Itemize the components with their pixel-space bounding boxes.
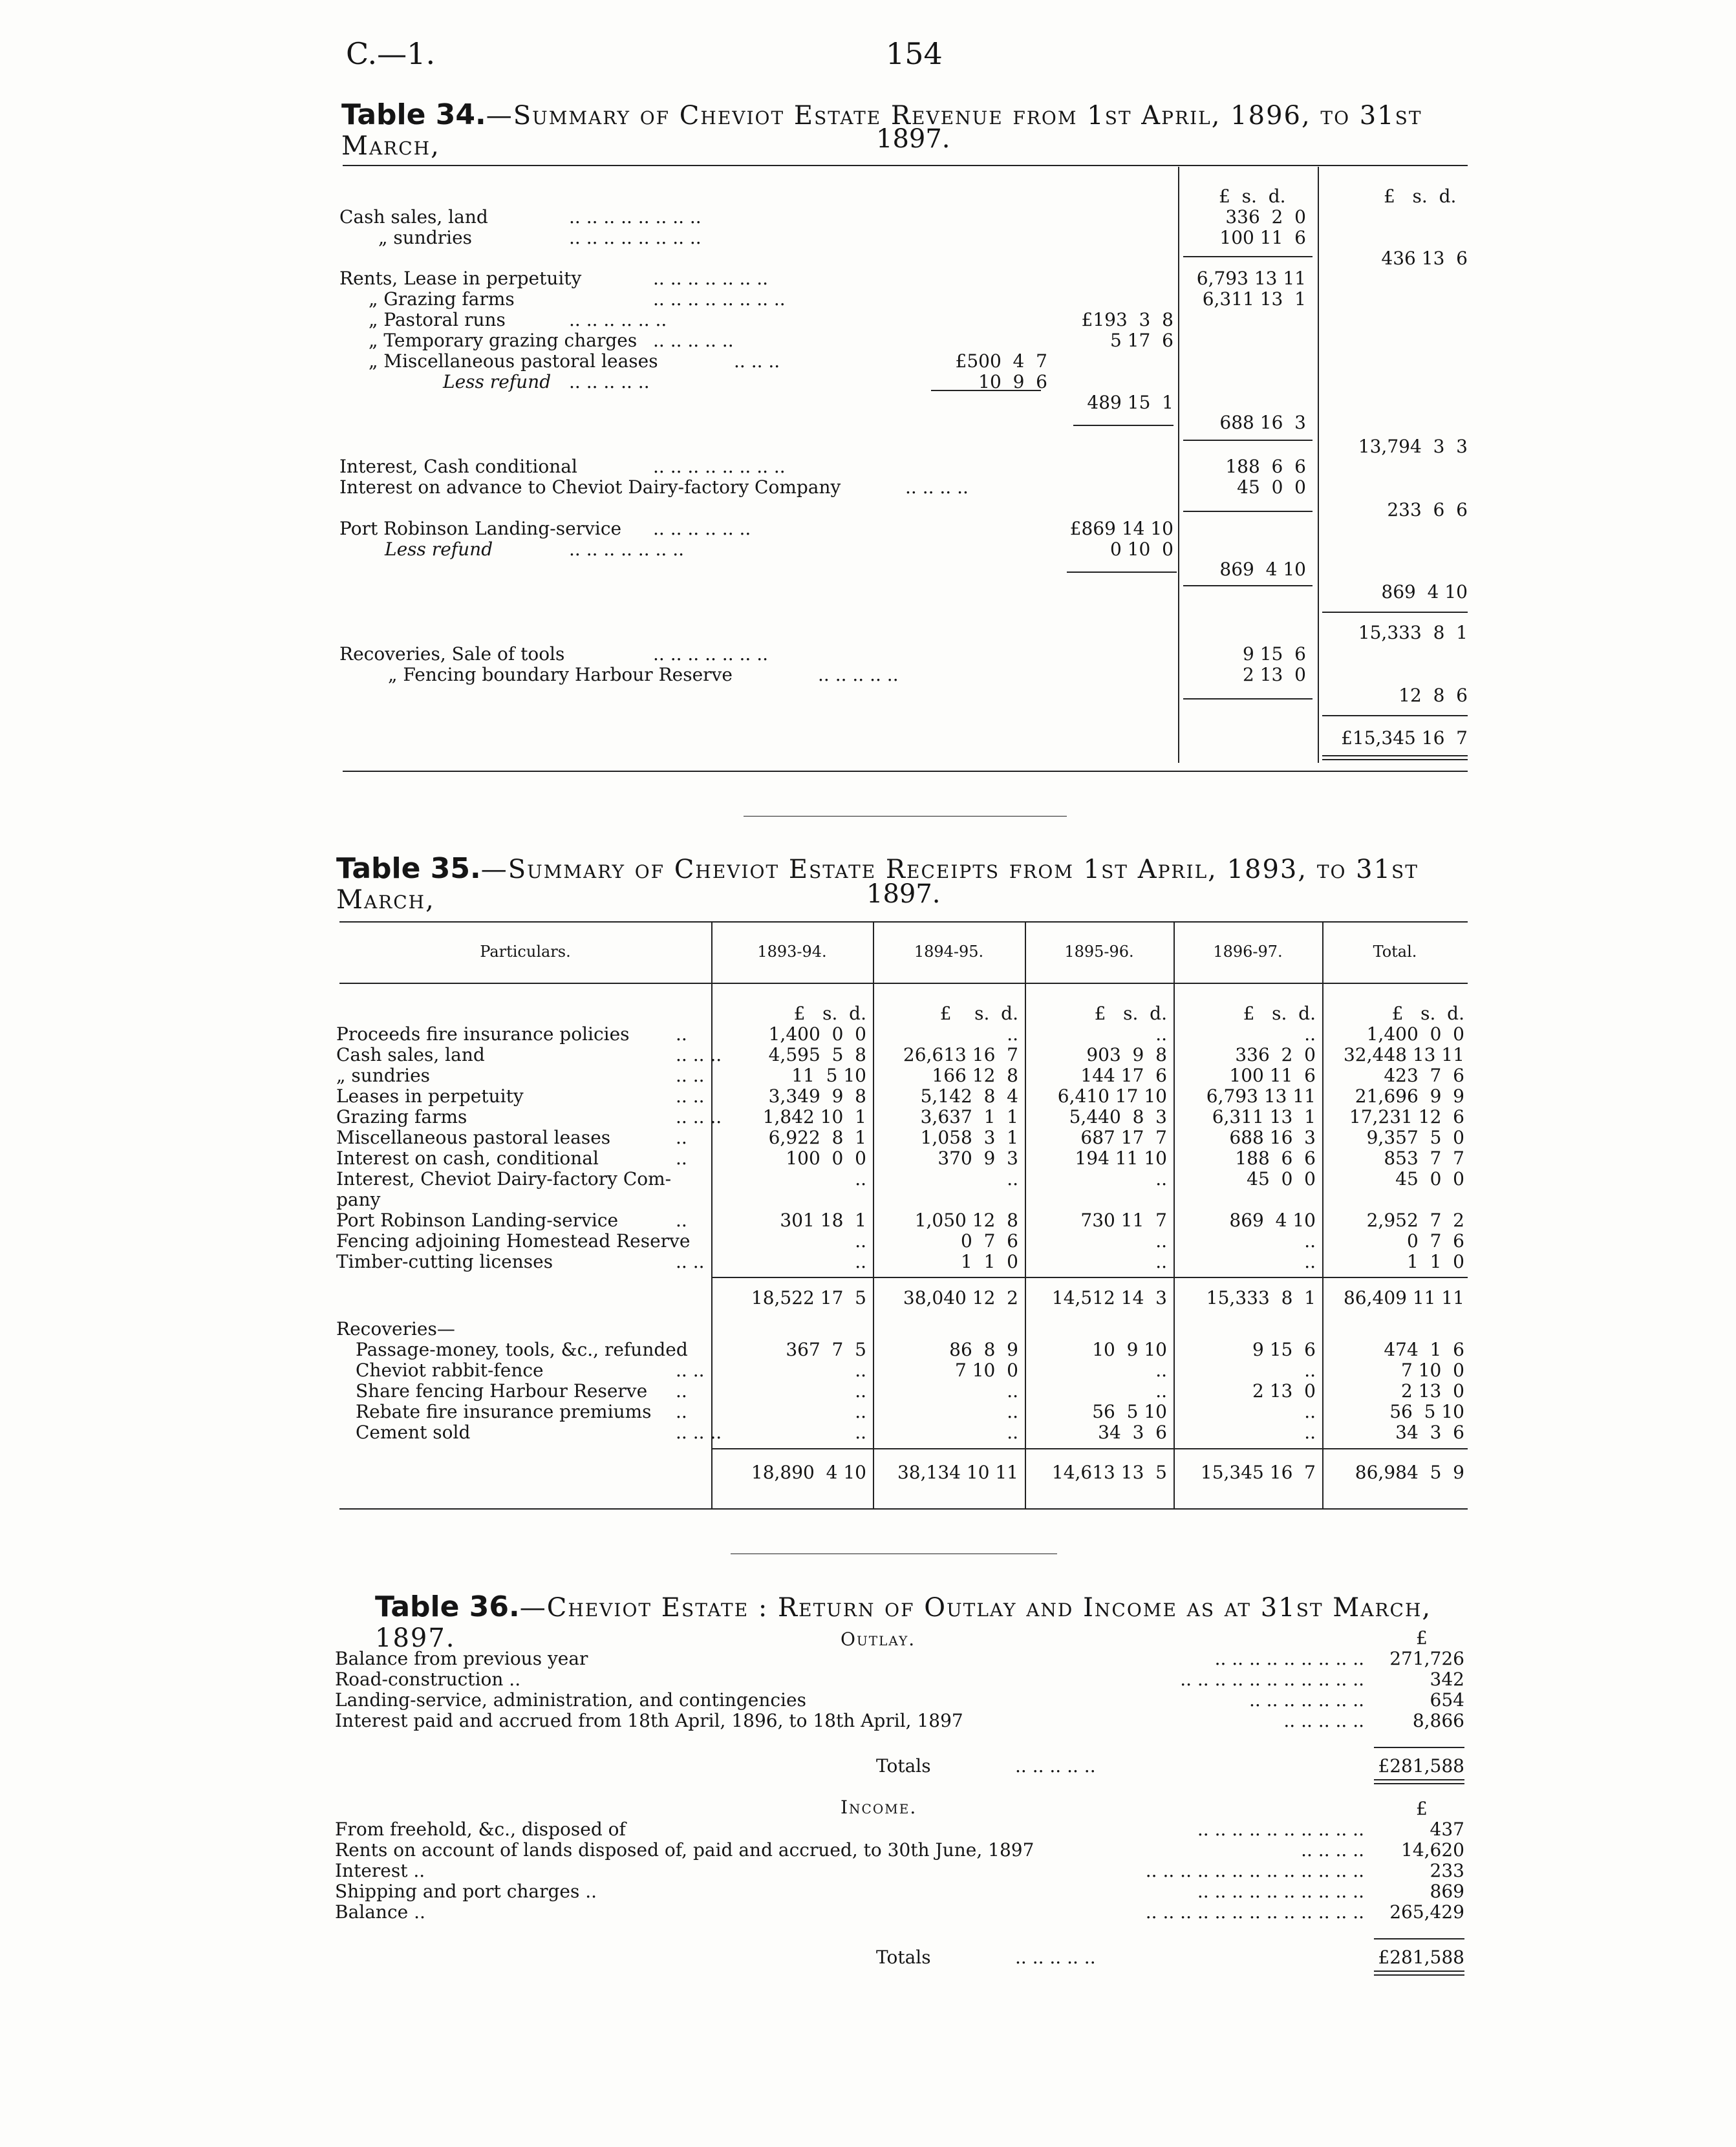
table-36-title [375,1590,1474,1653]
rule [1374,1779,1464,1780]
row-label: Cheviot rabbit-fence [356,1360,544,1381]
row-label: Balance .. [335,1901,425,1923]
leader-dots: .. .. .. .. .. .. .. .. [569,206,702,228]
cell-value: 6,793 13 11 [1206,1085,1316,1107]
table-35-title-year: 1897. [866,879,941,909]
amount: £869 14 10 [1069,518,1173,539]
port-net: 869 4 10 [1219,559,1306,580]
cell-value: 21,696 9 9 [1355,1085,1464,1107]
rule [1374,1971,1464,1972]
totals-label: Totals [876,1947,931,1968]
cell-value: 869 4 10 [1229,1210,1316,1231]
rule [1374,1747,1464,1748]
rule [339,983,1468,984]
row-label: Interest on cash, conditional [336,1148,599,1169]
row-label: Rents on account of lands disposed of, paid and accrued, to 30th June, 1897 [335,1839,1034,1861]
leader-dots: .. .. .. .. .. [818,664,899,685]
row-label: Proceeds fire insurance policies [336,1023,630,1045]
interest-total: 233 6 6 [1387,499,1468,520]
amount: £500 4 7 [955,350,1047,372]
pound-label: £ [1416,1627,1428,1649]
outlay-heading: Outlay. [841,1629,916,1650]
amount: £193 3 8 [1081,309,1173,330]
row-label: Interest .. [335,1860,425,1881]
cell-value: 188 6 6 [1235,1148,1316,1169]
col4-units [1384,186,1456,207]
table-36-number: Table 36. [375,1590,520,1623]
cell-value: 0 7 6 [960,1230,1018,1252]
cell-value: .. [855,1380,866,1402]
col3-units [1219,186,1286,207]
leader-dots: .. .. .. .. .. [1015,1947,1096,1968]
cell-value: .. [1304,1422,1316,1443]
amount: 0 10 0 [1110,539,1173,560]
cell-value: 3,637 1 1 [920,1106,1018,1127]
cell-value: 7 10 0 [955,1360,1018,1381]
amount: 233 [1430,1860,1464,1881]
cell-value: 4,595 5 8 [768,1044,866,1065]
leader-dots: .. .. [676,1085,705,1107]
cell-value: 2,952 7 2 [1366,1210,1464,1231]
leader-dots: .. .. .. .. .. .. [569,309,667,330]
row-label: Less refund [443,371,552,392]
cell-value: 3,349 9 8 [768,1085,866,1107]
rule [1374,1783,1464,1784]
subtotal-value: 86,409 11 11 [1343,1287,1464,1308]
shilling-label: s. [1241,186,1257,207]
cell-value: 34 3 6 [1098,1422,1167,1443]
cell-value: 0 7 6 [1406,1230,1464,1252]
cell-value: .. [1007,1168,1018,1190]
row-label: „ Temporary grazing charges [369,330,638,351]
amount: 100 11 6 [1219,227,1306,248]
cell-value: 2 13 0 [1252,1380,1316,1402]
cell-value: .. [855,1401,866,1422]
cell-value: 423 7 6 [1384,1065,1464,1086]
rule [931,390,1041,391]
cell-value: 5,142 8 4 [920,1085,1018,1107]
cell-value: .. [1155,1380,1167,1402]
units: £ s. d. [1243,1003,1316,1024]
outlay-total: £281,588 [1378,1755,1464,1777]
cell-value: .. [1304,1360,1316,1381]
table-35-title-text: —Summary of Cheviot Estate Receipts from 1st April, 1893, to 31st March, [336,855,1419,915]
cell-value: 474 1 6 [1384,1339,1464,1360]
amount: 188 6 6 [1225,456,1306,477]
cash-total: 436 13 6 [1381,248,1468,269]
leader-dots: .. [676,1127,687,1148]
cell-value: 11 5 10 [791,1065,866,1086]
amount: 45 0 0 [1237,476,1306,498]
subtotal: 15,333 8 1 [1358,622,1468,643]
cell-value: 1 1 0 [960,1251,1018,1272]
row-label: Interest, Cheviot Dairy-factory Com- [336,1168,672,1190]
cell-value: 45 0 0 [1247,1168,1316,1190]
leader-dots: .. .. .. .. .. .. .. .. .. .. .. .. .. [1145,1901,1364,1923]
cell-value: .. [1304,1023,1316,1045]
port-total: 869 4 10 [1381,581,1468,603]
misc-net: 489 15 1 [1087,392,1173,413]
row-label: Balance from previous year [335,1648,588,1669]
cell-value: 166 12 8 [932,1065,1018,1086]
pound-label: £ [1219,186,1230,207]
leader-dots: .. .. .. .. .. .. .. .. [653,456,786,477]
cell-value: .. [1155,1168,1167,1190]
row-label: pany [336,1189,381,1210]
header-total: Total. [1373,943,1417,961]
amount: 6,311 13 1 [1202,288,1306,310]
cell-value: .. [1007,1401,1018,1422]
amount: 5 17 6 [1110,330,1173,351]
row-label: Leases in perpetuity [336,1085,524,1107]
row-label: From freehold, &c., disposed of [335,1819,626,1840]
row-label: Recoveries, Sale of tools [339,643,565,665]
grand-total: £15,345 16 7 [1341,727,1468,749]
cell-value: 2 13 0 [1401,1380,1464,1402]
amount: 869 [1430,1881,1464,1902]
cell-value: 730 11 7 [1080,1210,1167,1231]
column-rule [711,921,713,1508]
column-rule [1322,921,1323,1508]
rule [1374,1938,1464,1939]
amount: 10 9 6 [978,371,1047,392]
leader-dots: .. .. .. .. .. .. .. .. [569,227,702,248]
leader-dots: .. .. .. .. .. .. .. [569,539,685,560]
row-label: Rents, Lease in perpetuity [339,268,582,289]
cell-value: .. [1304,1251,1316,1272]
cell-value: .. [855,1360,866,1381]
leader-dots: .. .. .. .. .. .. [653,518,751,539]
totals-label: Totals [876,1755,931,1777]
row-label: Port Robinson Landing-service [336,1210,619,1231]
income-heading: Income. [841,1797,917,1818]
leader-dots: .. .. .. .. .. .. .. [653,268,769,289]
rule [343,771,1468,772]
row-label: Port Robinson Landing-service [339,518,622,539]
row-label: Cement sold [356,1422,471,1443]
rule [1183,585,1313,586]
header-particulars: Particulars. [480,943,571,961]
leader-dots: .. .. .. [676,1422,722,1443]
total-value: 86,984 5 9 [1355,1462,1464,1483]
row-label: „ Fencing boundary Harbour Reserve [388,664,733,685]
cell-value: 687 17 7 [1080,1127,1167,1148]
leader-dots: .. [676,1401,687,1422]
leader-dots: .. .. .. .. .. .. .. .. [653,288,786,310]
units: £ s. d. [939,1003,1018,1024]
subtotal-value: 38,040 12 2 [903,1287,1018,1308]
rule [339,921,1468,923]
cell-value: 301 18 1 [780,1210,866,1231]
cell-value: .. [855,1251,866,1272]
row-label: Timber-cutting licenses [336,1251,553,1272]
leader-dots: .. .. .. [676,1106,722,1127]
leader-dots: .. .. .. .. .. .. .. [1248,1689,1364,1711]
amount: 336 2 0 [1225,206,1306,228]
shilling-label: s. [1412,186,1428,207]
cell-value: 6,922 8 1 [768,1127,866,1148]
cell-value: 1,058 3 1 [920,1127,1018,1148]
amount: 9 15 6 [1243,643,1306,665]
cell-value: 6,311 13 1 [1212,1106,1316,1127]
leader-dots: .. [676,1023,687,1045]
leader-dots: .. .. .. .. .. .. .. [653,643,769,665]
cell-value: 336 2 0 [1235,1044,1316,1065]
cell-value: .. [1155,1360,1167,1381]
row-label: Landing-service, administration, and contingencies [335,1689,806,1711]
row-label: „ sundries [378,227,473,248]
row-label: Cash sales, land [339,206,488,228]
subtotal-value: 15,333 8 1 [1206,1287,1316,1308]
rule [1322,612,1468,613]
cell-value: .. [1304,1230,1316,1252]
cell-value: 45 0 0 [1395,1168,1464,1190]
leader-dots: .. .. .. [676,1044,722,1065]
column-rule [1173,921,1175,1508]
rule [711,1448,1468,1449]
recoveries-total: 12 8 6 [1398,685,1468,706]
rule [1322,715,1468,716]
rule [1073,425,1173,426]
rule [1183,256,1313,257]
leader-dots: .. .. [676,1360,705,1381]
cell-value: 1,842 10 1 [762,1106,866,1127]
row-label: Shipping and port charges .. [335,1881,597,1902]
rule [1374,1974,1464,1976]
page-ref: C.—1. [346,36,436,71]
cell-value: 1,400 0 0 [768,1023,866,1045]
cell-value: .. [1007,1380,1018,1402]
header-1895-96: 1895-96. [1064,943,1134,961]
cell-value: 32,448 13 11 [1343,1044,1464,1065]
cell-value: 1,050 12 8 [914,1210,1018,1231]
row-label: „ Grazing farms [369,288,515,310]
rent-total: 13,794 3 3 [1358,436,1468,457]
cell-value: 1 1 0 [1406,1251,1464,1272]
leader-dots: .. .. .. .. .. .. .. .. .. .. [1197,1881,1364,1902]
row-label: Passage-money, tools, &c., refunded [356,1339,688,1360]
cell-value: 194 11 10 [1075,1148,1167,1169]
header-1896-97: 1896-97. [1213,943,1283,961]
total-value: 14,613 13 5 [1051,1462,1167,1483]
table-34-title-year: 1897. [876,124,950,154]
cell-value: .. [1007,1023,1018,1045]
income-total: £281,588 [1378,1947,1464,1968]
cell-value: 17,231 12 6 [1349,1106,1464,1127]
cell-value: 86 8 9 [949,1339,1018,1360]
pence-label: d. [1439,186,1457,207]
cell-value: .. [855,1230,866,1252]
row-label: „ sundries [336,1065,431,1086]
leader-dots: .. .. [676,1065,705,1086]
cell-value: 6,410 17 10 [1057,1085,1167,1107]
rule [1322,759,1468,760]
separator [744,816,1067,817]
pound-label: £ [1416,1798,1428,1819]
row-label: Road-construction .. [335,1669,521,1690]
amount: 271,726 [1389,1648,1464,1669]
amount: 437 [1430,1819,1464,1840]
table-35-number: Table 35. [336,852,481,885]
units: £ s. d. [1391,1003,1464,1024]
cell-value: 9 15 6 [1252,1339,1316,1360]
amount: 6,793 13 11 [1196,268,1306,289]
recoveries-label: Recoveries— [336,1318,455,1340]
row-label: „ Miscellaneous pastoral leases [369,350,658,372]
leader-dots: .. .. .. .. .. [1015,1755,1096,1777]
table-34-number: Table 34. [341,98,486,131]
cell-value: 34 3 6 [1395,1422,1464,1443]
cell-value: .. [1007,1422,1018,1443]
leader-dots: .. .. .. .. .. .. .. .. .. .. .. [1180,1669,1364,1690]
leader-dots: .. .. .. .. .. [653,330,734,351]
row-label: Interest, Cash conditional [339,456,577,477]
units: £ s. d. [1094,1003,1167,1024]
rule [343,165,1468,166]
pence-label: d. [1268,186,1286,207]
row-label: Less refund [385,539,493,560]
page-number: 154 [886,36,943,71]
subtotal-value: 14,512 14 3 [1051,1287,1167,1308]
column-rule [1178,167,1179,763]
row-label: Rebate fire insurance premiums [356,1401,652,1422]
row-label: Interest paid and accrued from 18th April, 1896, to 18th April, 1897 [335,1710,963,1731]
leader-dots: .. .. .. .. .. .. .. .. .. .. [1197,1819,1364,1840]
rule [1322,755,1468,756]
amount: 2 13 0 [1243,664,1306,685]
subtotal-value: 18,522 17 5 [751,1287,866,1308]
cell-value: 26,613 16 7 [903,1044,1018,1065]
rule [1183,440,1313,441]
row-label: Fencing adjoining Homestead Reserve [336,1230,691,1252]
cell-value: 10 9 10 [1092,1339,1167,1360]
rule [711,1277,1468,1278]
header-1893-94: 1893-94. [757,943,827,961]
leader-dots: .. [676,1148,687,1169]
cell-value: 903 9 8 [1086,1044,1167,1065]
table-36-title-text: —Cheviot Estate : Return of Outlay and Income as at 31st March, 1897. [375,1593,1432,1653]
units: £ s. d. [793,1003,866,1024]
row-label: Share fencing Harbour Reserve [356,1380,648,1402]
cell-value: 56 5 10 [1389,1401,1464,1422]
column-rule [1318,167,1319,763]
cell-value: 100 11 6 [1229,1065,1316,1086]
pastoral-total: 688 16 3 [1219,412,1306,433]
cell-value: .. [855,1168,866,1190]
cell-value: .. [1304,1401,1316,1422]
total-value: 18,890 4 10 [751,1462,866,1483]
row-label: Grazing farms [336,1106,467,1127]
cell-value: 56 5 10 [1092,1401,1167,1422]
pound-label: £ [1384,186,1395,207]
amount: 654 [1430,1689,1464,1711]
cell-value: 5,440 8 3 [1069,1106,1167,1127]
leader-dots: .. .. .. [734,350,780,372]
cell-value: 370 9 3 [938,1148,1018,1169]
leader-dots: .. .. .. .. .. .. .. .. .. .. .. .. .. [1145,1860,1364,1881]
cell-value: 100 0 0 [786,1148,866,1169]
total-value: 38,134 10 11 [897,1462,1018,1483]
cell-value: 9,357 5 0 [1366,1127,1464,1148]
leader-dots: .. .. .. .. .. .. .. .. .. [1214,1648,1364,1669]
cell-value: .. [1155,1023,1167,1045]
rule [1183,698,1313,700]
row-label: Cash sales, land [336,1044,485,1065]
leader-dots: .. .. [676,1251,705,1272]
leader-dots: .. .. .. .. .. [1283,1710,1364,1731]
cell-value: 144 17 6 [1080,1065,1167,1086]
amount: 8,866 [1412,1710,1464,1731]
column-rule [1025,921,1026,1508]
table-34-title-text: —Summary of Cheviot Estate Revenue from 1st April, 1896, to 31st March, [341,101,1422,161]
cell-value: .. [1155,1251,1167,1272]
amount: 342 [1430,1669,1464,1690]
row-label: Miscellaneous pastoral leases [336,1127,611,1148]
cell-value: 7 10 0 [1401,1360,1464,1381]
leader-dots: .. .. .. .. [1301,1839,1364,1861]
row-label: „ Pastoral runs [369,309,506,330]
cell-value: 688 16 3 [1229,1127,1316,1148]
rule [339,1508,1468,1510]
rule [1183,511,1313,512]
leader-dots: .. [676,1210,687,1231]
column-rule [873,921,874,1508]
rule [1067,571,1177,573]
header-1894-95: 1894-95. [914,943,984,961]
amount: 265,429 [1389,1901,1464,1923]
cell-value: 367 7 5 [786,1339,866,1360]
leader-dots: .. [676,1380,687,1402]
row-label: Interest on advance to Cheviot Dairy-factory Company [339,476,841,498]
cell-value: 1,400 0 0 [1366,1023,1464,1045]
cell-value: 853 7 7 [1384,1148,1464,1169]
amount: 14,620 [1401,1839,1464,1861]
leader-dots: .. .. .. .. [905,476,969,498]
cell-value: .. [1155,1230,1167,1252]
cell-value: .. [855,1422,866,1443]
leader-dots: .. .. .. .. .. [569,371,650,392]
total-value: 15,345 16 7 [1200,1462,1316,1483]
